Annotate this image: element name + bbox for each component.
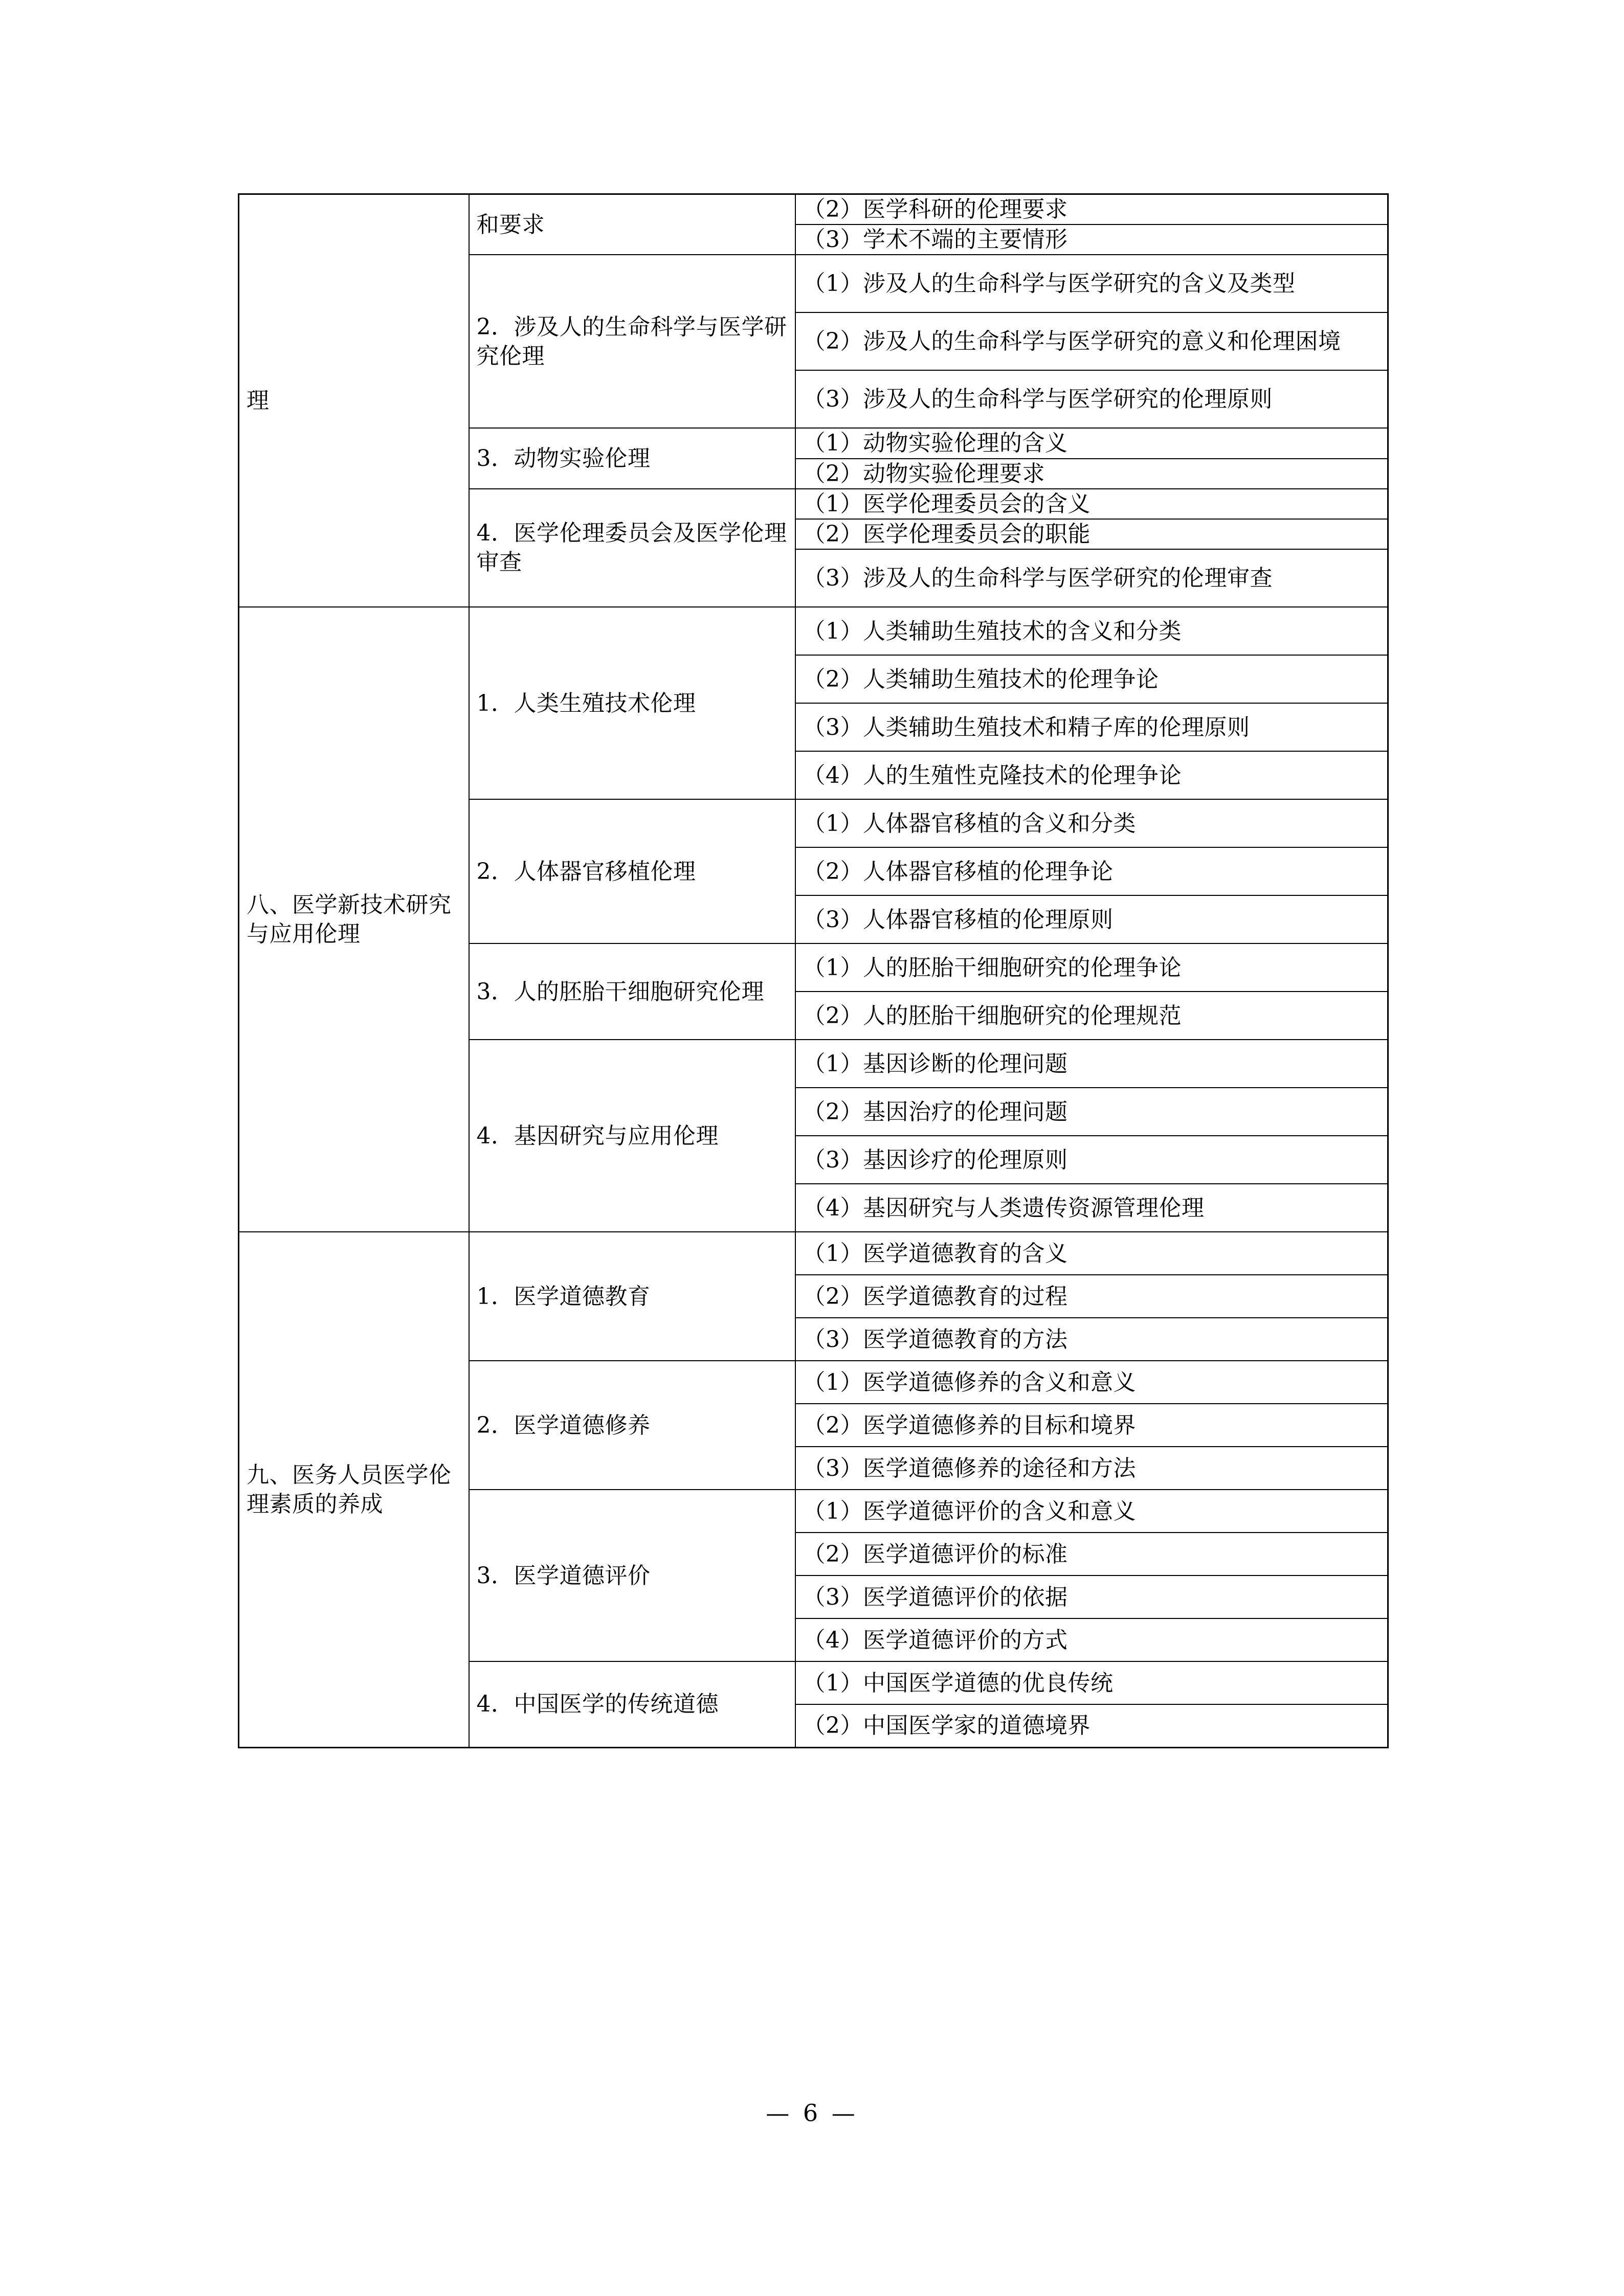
section-heading-cell — [239, 607, 469, 1232]
detail-cell: （3）学术不端的主要情形 — [795, 224, 1388, 255]
table-row — [239, 1232, 1388, 1275]
detail-cell: （1）基因诊断的伦理问题 — [795, 1040, 1388, 1088]
section-heading-text: 理 — [247, 387, 270, 414]
topic-cell: 4．医学伦理委员会及医学伦理审查 — [469, 489, 795, 607]
topic-cell: 1．医学道德教育 — [469, 1232, 795, 1361]
section-heading-cell — [239, 194, 469, 607]
detail-cell: （3）涉及人的生命科学与医学研究的伦理原则 — [795, 370, 1388, 428]
detail-cell: （2）医学道德修养的目标和境界 — [795, 1404, 1388, 1447]
detail-cell: （1）动物实验伦理的含义 — [795, 428, 1388, 458]
detail-cell: （2）医学道德评价的标准 — [795, 1533, 1388, 1575]
detail-cell: （2）医学道德教育的过程 — [795, 1275, 1388, 1318]
detail-cell: （1）人类辅助生殖技术的含义和分类 — [795, 607, 1388, 655]
detail-cell: （2）医学伦理委员会的职能 — [795, 519, 1388, 549]
detail-cell: （1）涉及人的生命科学与医学研究的含义及类型 — [795, 255, 1388, 312]
section-heading-text: 八、医学新技术研究与应用伦理 — [247, 891, 452, 948]
topic-cell: 和要求 — [469, 194, 795, 255]
topic-cell: 3．人的胚胎干细胞研究伦理 — [469, 943, 795, 1040]
detail-cell: （4）人的生殖性克隆技术的伦理争论 — [795, 751, 1388, 799]
detail-cell: （4）基因研究与人类遗传资源管理伦理 — [795, 1184, 1388, 1232]
topic-cell: 2．医学道德修养 — [469, 1361, 795, 1490]
detail-cell: （2）医学科研的伦理要求 — [795, 194, 1388, 225]
detail-cell: （1）中国医学道德的优良传统 — [795, 1661, 1388, 1704]
detail-cell: （3）医学道德教育的方法 — [795, 1318, 1388, 1361]
detail-cell: （2）人的胚胎干细胞研究的伦理规范 — [795, 992, 1388, 1040]
detail-cell: （2）涉及人的生命科学与医学研究的意义和伦理困境 — [795, 312, 1388, 370]
topic-cell: 2．人体器官移植伦理 — [469, 799, 795, 943]
table-body — [239, 194, 1388, 1748]
detail-cell: （3）涉及人的生命科学与医学研究的伦理审查 — [795, 549, 1388, 607]
detail-cell: （3）医学道德评价的依据 — [795, 1575, 1388, 1618]
section-heading-text: 九、医务人员医学伦理素质的养成 — [247, 1461, 452, 1517]
detail-cell: （2）动物实验伦理要求 — [795, 459, 1388, 489]
detail-cell: （1）人的胚胎干细胞研究的伦理争论 — [795, 943, 1388, 992]
detail-cell: （2）人类辅助生殖技术的伦理争论 — [795, 655, 1388, 703]
detail-cell: （3）基因诊疗的伦理原则 — [795, 1136, 1388, 1184]
topic-cell: 4．基因研究与应用伦理 — [469, 1040, 795, 1232]
detail-cell: （2）中国医学家的道德境界 — [795, 1704, 1388, 1747]
topic-cell: 3．医学道德评价 — [469, 1490, 795, 1661]
topic-cell: 2．涉及人的生命科学与医学研究伦理 — [469, 255, 795, 428]
topic-cell: 4．中国医学的传统道德 — [469, 1661, 795, 1747]
table-row — [239, 194, 1388, 225]
detail-cell: （2）基因治疗的伦理问题 — [795, 1088, 1388, 1136]
detail-cell: （3）医学道德修养的途径和方法 — [795, 1447, 1388, 1490]
page-number: — 6 — — [766, 2099, 858, 2127]
detail-cell: （1）人体器官移植的含义和分类 — [795, 799, 1388, 847]
detail-cell: （3）人体器官移植的伦理原则 — [795, 895, 1388, 943]
syllabus-outline-table — [238, 193, 1389, 1748]
topic-cell: 1．人类生殖技术伦理 — [469, 607, 795, 799]
detail-cell: （2）人体器官移植的伦理争论 — [795, 847, 1388, 895]
table-row — [239, 607, 1388, 655]
detail-cell: （1）医学道德教育的含义 — [795, 1232, 1388, 1275]
detail-cell: （3）人类辅助生殖技术和精子库的伦理原则 — [795, 703, 1388, 751]
detail-cell: （1）医学道德修养的含义和意义 — [795, 1361, 1388, 1404]
detail-cell: （1）医学伦理委员会的含义 — [795, 489, 1388, 519]
detail-cell: （4）医学道德评价的方式 — [795, 1618, 1388, 1661]
detail-cell: （1）医学道德评价的含义和意义 — [795, 1490, 1388, 1533]
section-heading-cell — [239, 1232, 469, 1747]
topic-cell: 3．动物实验伦理 — [469, 428, 795, 488]
